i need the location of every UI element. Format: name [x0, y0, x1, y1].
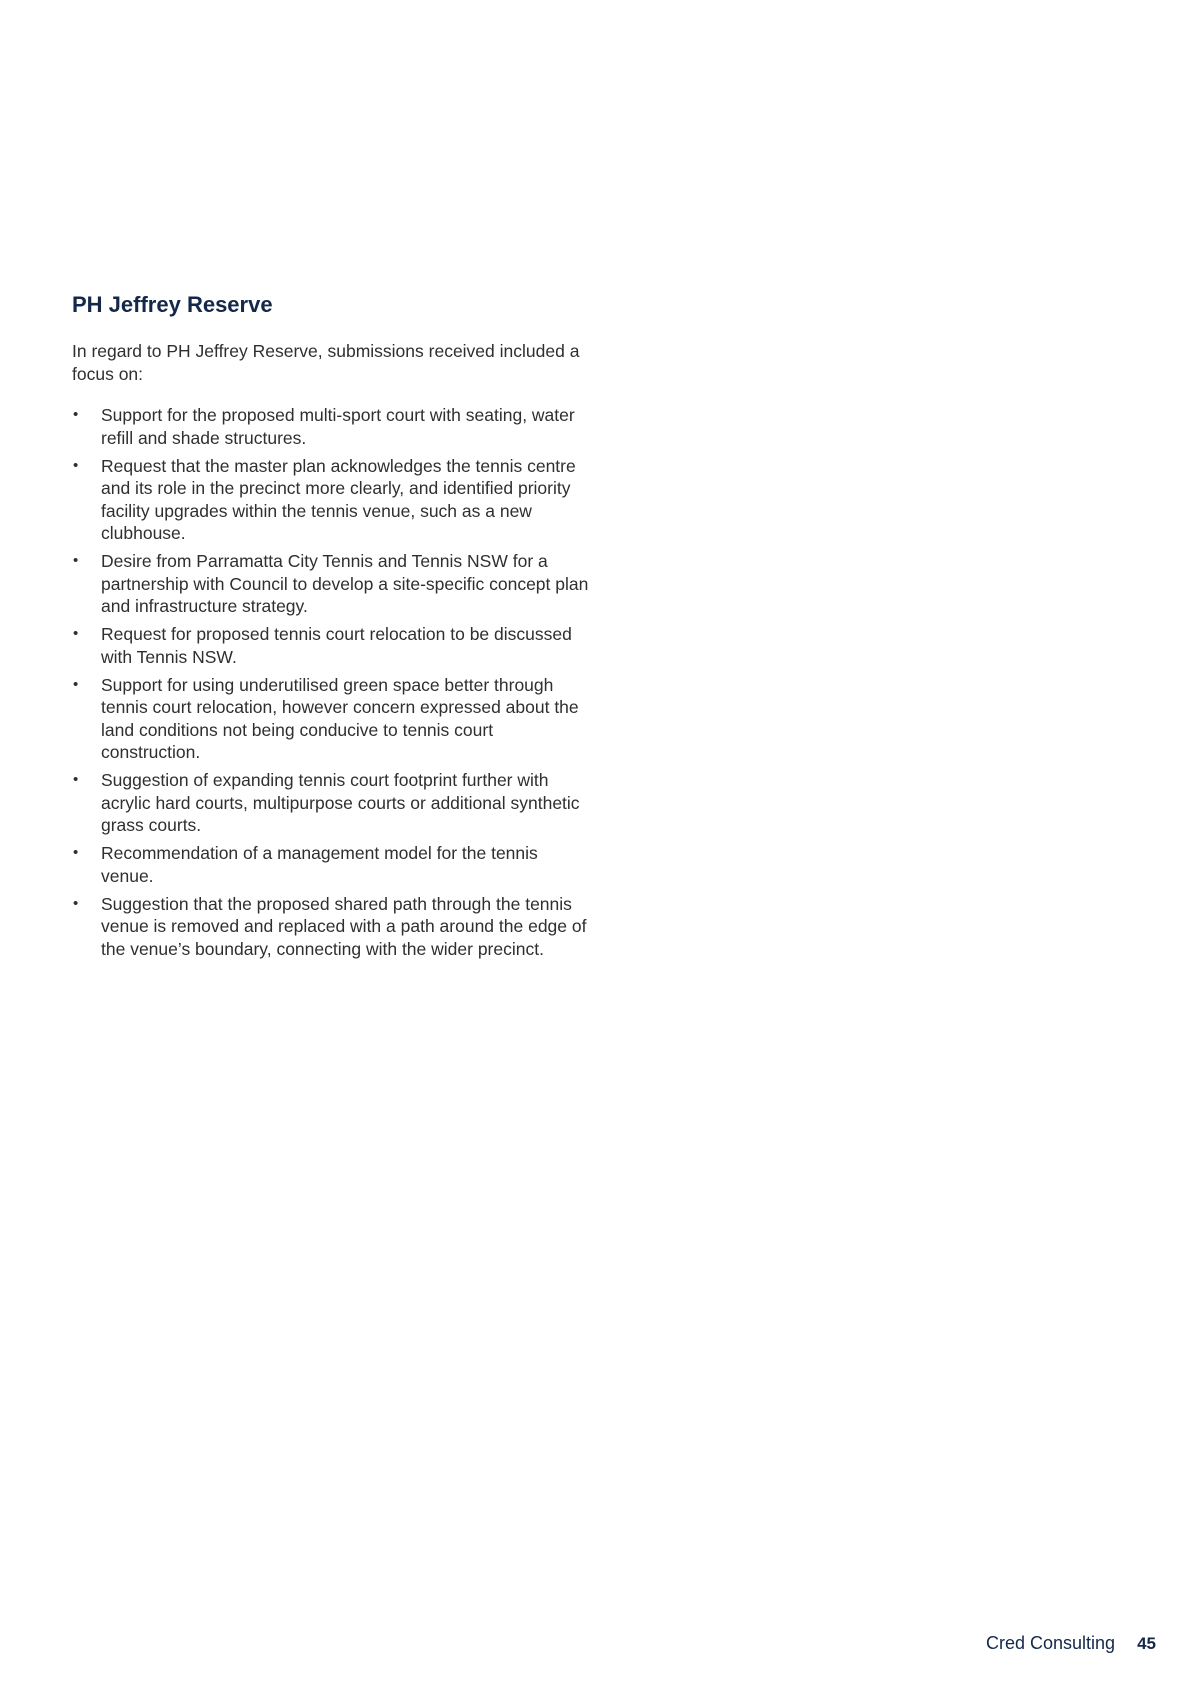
bullet-icon: •	[73, 406, 79, 423]
bullet-icon: •	[73, 552, 79, 569]
footer-brand: Cred Consulting	[986, 1633, 1116, 1653]
intro-paragraph: In regard to PH Jeffrey Reserve, submissions received included a focus on:	[72, 341, 580, 384]
bullet-icon: •	[73, 625, 79, 642]
list-item-text: Desire from Parramatta City Tennis and Tennis NSW for a partnership with Council to develop a site-specific concept plan and infrastructure strategy.	[101, 551, 589, 616]
list-item	[72, 550, 592, 618]
list-item	[72, 455, 592, 545]
bullet-icon: •	[73, 771, 79, 788]
page-footer	[986, 1633, 1156, 1654]
list-item-text: Suggestion of expanding tennis court footprint further with acrylic hard courts, multipurpose courts or additional synthetic grass courts.	[101, 770, 580, 835]
content-section	[72, 290, 592, 966]
list-item-text: Recommendation of a management model for the tennis venue.	[101, 843, 538, 886]
list-item	[72, 623, 592, 668]
bullet-icon: •	[73, 456, 79, 474]
list-item-text: Request that the master plan acknowledges the tennis centre and its role in the precinct more clearly, and identified priority facility upgrades within the tennis venue, such as a new clubhouse.	[101, 455, 576, 543]
bullet-icon: •	[73, 894, 79, 912]
list-item	[72, 674, 592, 764]
list-item	[72, 893, 592, 961]
list-item-text: Request for proposed tennis court relocation to be discussed with Tennis NSW.	[101, 624, 572, 667]
list-item	[72, 769, 592, 837]
list-item	[72, 404, 592, 449]
bullet-icon: •	[73, 675, 79, 693]
list-item	[72, 842, 592, 887]
list-item-text: Support for using underutilised green space better through tennis court relocation, however concern expressed about the land conditions not being conducive to tennis court construction.	[101, 674, 579, 762]
bullet-icon: •	[73, 844, 79, 861]
bullet-list	[72, 404, 592, 960]
page-number: 45	[1137, 1634, 1156, 1653]
section-heading: PH Jeffrey Reserve	[72, 292, 273, 317]
list-item-text: Suggestion that the proposed shared path through the tennis venue is removed and replaced with a path around the edge of the venue’s boundary, connecting with the wider precinct.	[101, 893, 587, 959]
list-item-text: Support for the proposed multi-sport court with seating, water refill and shade structures.	[101, 405, 575, 448]
